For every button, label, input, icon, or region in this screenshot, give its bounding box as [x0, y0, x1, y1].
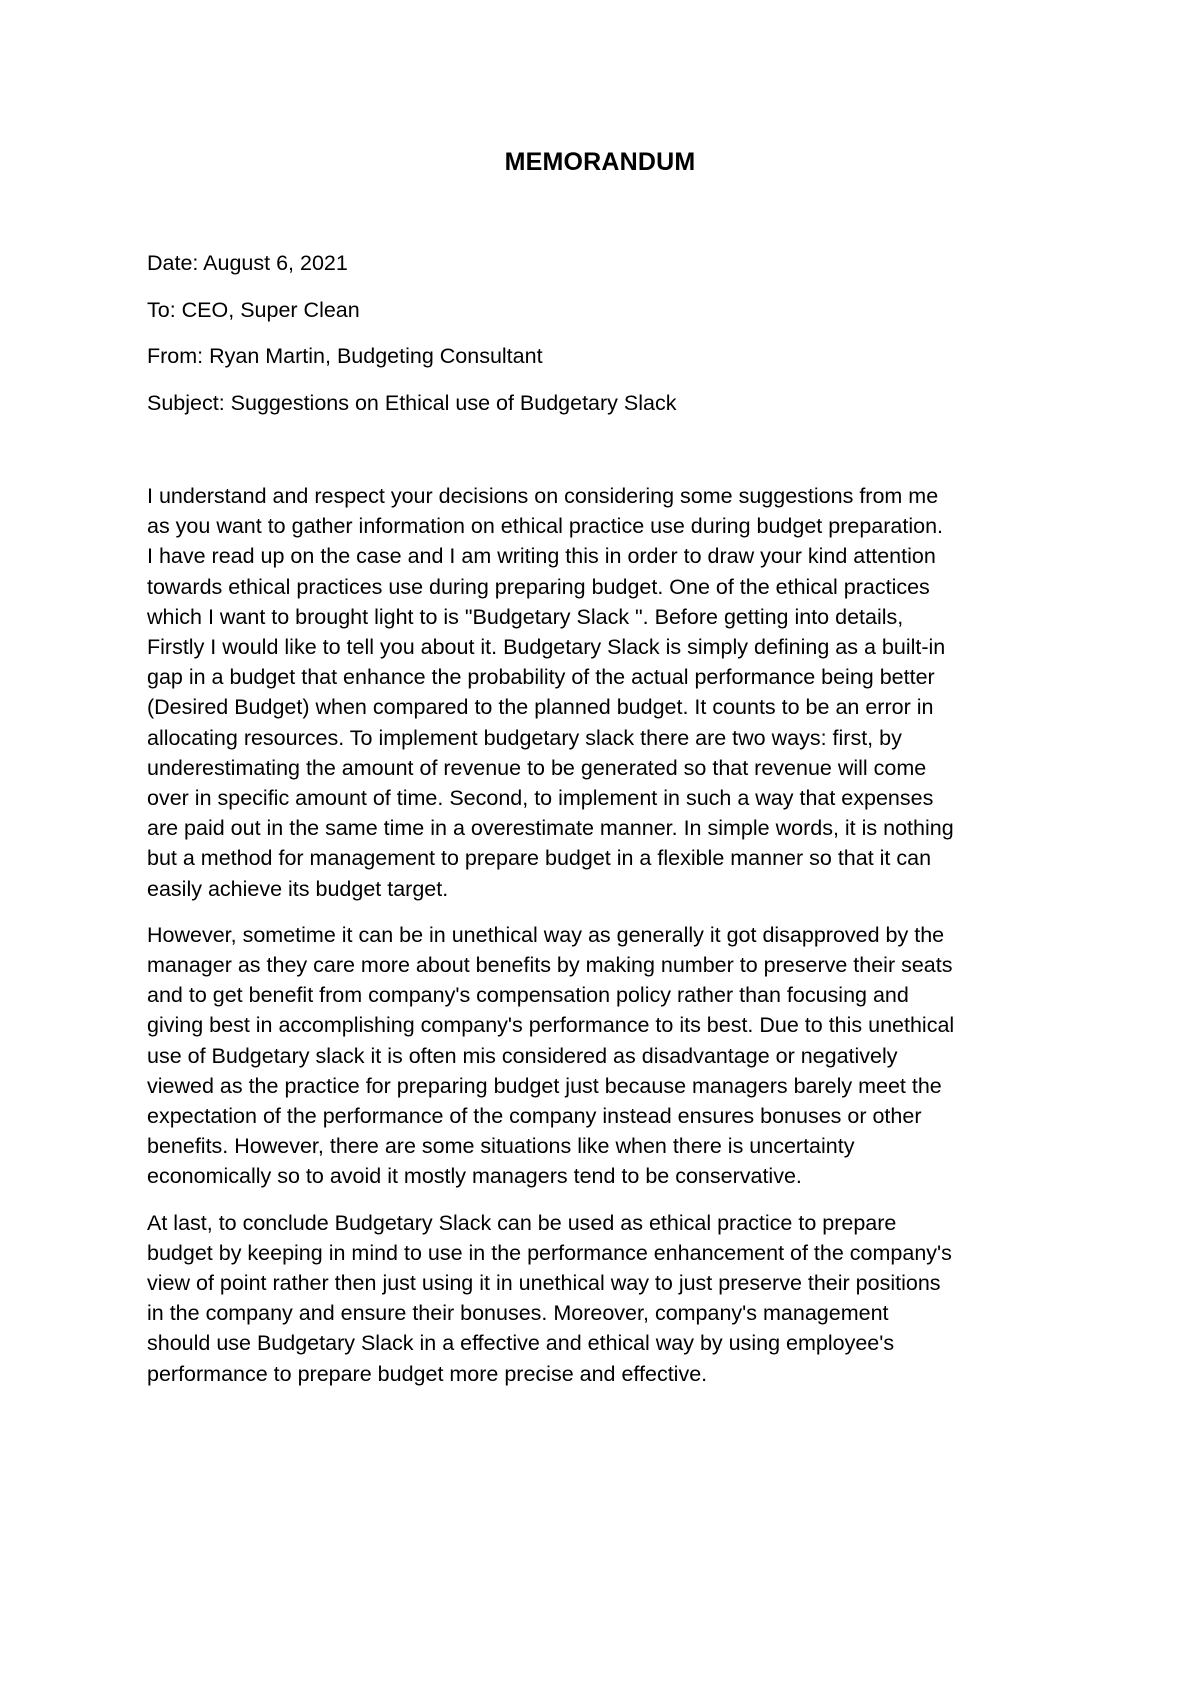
paragraph-line: view of point rather then just using it in unethical way to just preserve their positions [147, 1271, 941, 1296]
paragraph-line: towards ethical practices use during preparing budget. One of the ethical practices [147, 574, 930, 599]
memo-from: From: Ryan Martin, Budgeting Consultant [147, 344, 543, 368]
paragraph-line: in the company and ensure their bonuses. Moreover, company's management [147, 1301, 889, 1326]
memo-subject: Subject: Suggestions on Ethical use of Budgetary Slack [147, 390, 677, 415]
paragraph-line: as you want to gather information on ethical practice use during budget preparation. [147, 514, 943, 539]
paragraph-line: budget by keeping in mind to use in the performance enhancement of the company's [147, 1240, 952, 1265]
paragraph-line: allocating resources. To implement budgetary slack there are two ways: first, by [147, 725, 902, 750]
body-paragraph-2 [147, 920, 1077, 1192]
memo-to: To: CEO, Super Clean [147, 297, 360, 322]
paragraph-line: giving best in accomplishing company's performance to its best. Due to this unethical [147, 1013, 955, 1038]
paragraph-line: over in specific amount of time. Second, to implement in such a way that expenses [147, 786, 934, 811]
body-paragraph-1 [147, 481, 1077, 904]
memo-header [147, 248, 1077, 434]
memo-date: Date: August 6, 2021 [147, 251, 348, 275]
paragraph-line: should use Budgetary Slack in a effective and ethical way by using employee's [147, 1331, 895, 1356]
memo-title: MEMORANDUM [504, 148, 696, 176]
paragraph-line: which I want to brought light to is "Budgetary Slack ". Before getting into details, [147, 604, 904, 629]
paragraph-line: viewed as the practice for preparing budget just because managers barely meet the [147, 1073, 942, 1098]
paragraph-line: expectation of the performance of the company instead ensures bonuses or other [147, 1104, 922, 1129]
paragraph-line: underestimating the amount of revenue to be generated so that revenue will come [147, 755, 927, 780]
paragraph-line: performance to prepare budget more precise and effective. [147, 1361, 708, 1386]
paragraph-line: However, sometime it can be in unethical way as generally it got disapproved by the [147, 922, 945, 947]
memo-body [147, 481, 1077, 1405]
paragraph-line: and to get benefit from company's compensation policy rather than focusing and [147, 983, 909, 1008]
paragraph-line: gap in a budget that enhance the probability of the actual performance being better [147, 665, 935, 690]
paragraph-line: Firstly I would like to tell you about it. Budgetary Slack is simply defining as a built-in [147, 635, 946, 660]
paragraph-line: easily achieve its budget target. [147, 876, 449, 901]
paragraph-line: use of Budgetary slack it is often mis considered as disadvantage or negatively [147, 1043, 898, 1068]
paragraph-line: manager as they care more about benefits by making number to preserve their seats [147, 953, 953, 978]
paragraph-line: I have read up on the case and I am writing this in order to draw your kind attention [147, 544, 936, 569]
paragraph-line: but a method for management to prepare budget in a flexible manner so that it can [147, 846, 932, 871]
paragraph-line: economically so to avoid it mostly managers tend to be conservative. [147, 1164, 802, 1189]
paragraph-line: are paid out in the same time in a overestimate manner. In simple words, it is nothing [147, 816, 954, 841]
paragraph-line: (Desired Budget) when compared to the planned budget. It counts to be an error in [147, 695, 934, 720]
body-paragraph-3 [147, 1208, 1077, 1389]
paragraph-line: benefits. However, there are some situations like when there is uncertainty [147, 1134, 855, 1159]
paragraph-line: At last, to conclude Budgetary Slack can be used as ethical practice to prepare [147, 1210, 897, 1235]
paragraph-line: I understand and respect your decisions on considering some suggestions from me [147, 484, 939, 508]
